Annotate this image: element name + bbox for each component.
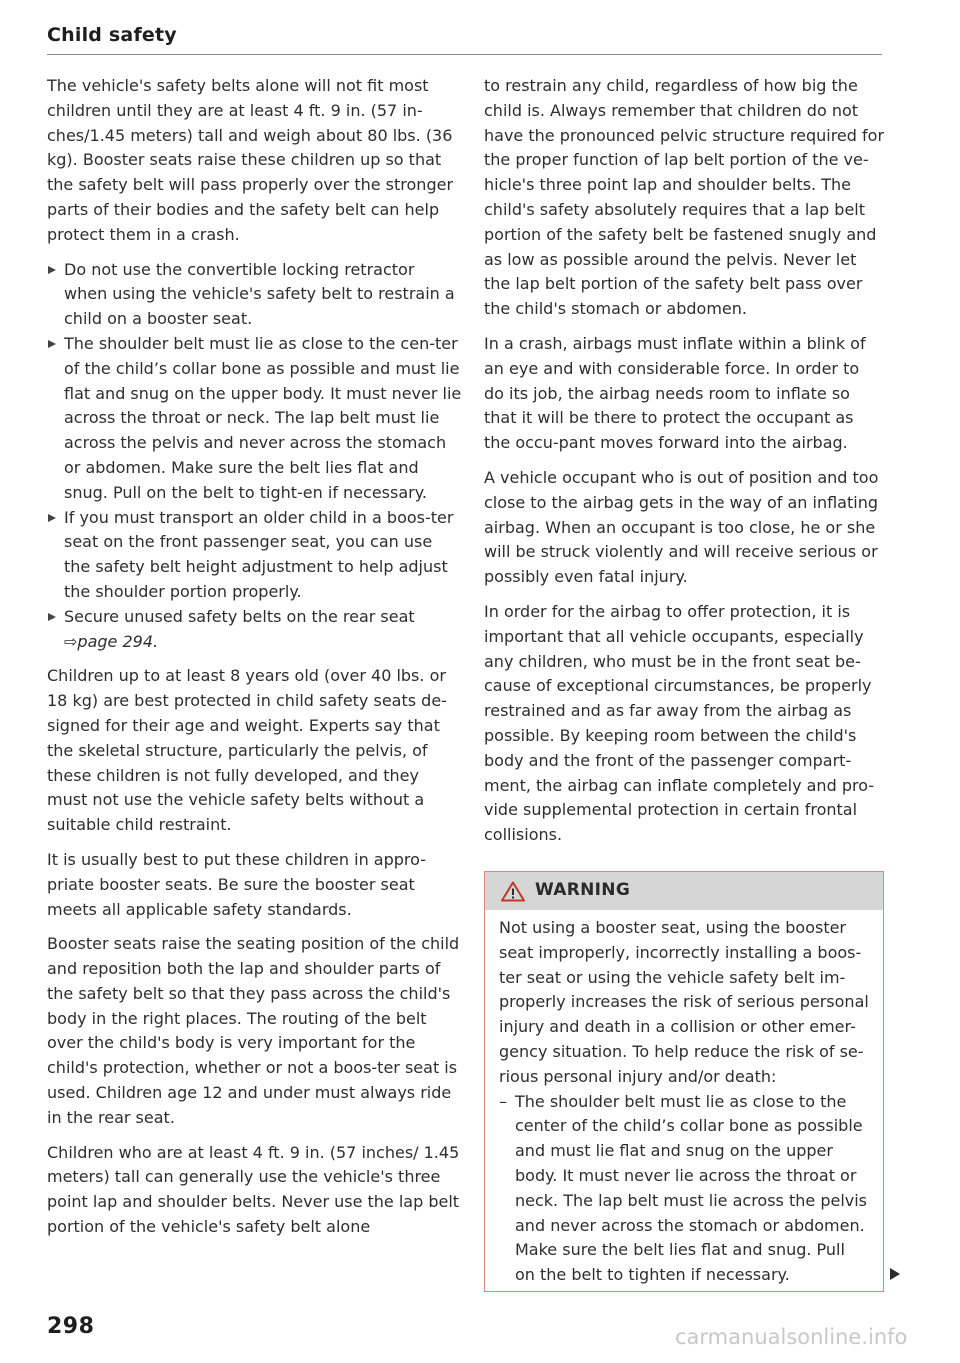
- bullet-text: If you must transport an older child in a boos-ter seat on the front passenger seat, you can use the safety belt height adjustment to help adjust the shoulder portion properly.: [64, 507, 454, 601]
- warning-intro: Not using a booster seat, using the booster seat improperly, incorrectly installing a boos-ter seat or using the vehicle safety belt im-properly increases the risk of serious personal injury and death in a collision or other emer-gency situation. To help reduce the risk of se-rious personal injury and/or death:: [499, 918, 869, 1086]
- warning-box: [484, 871, 884, 1292]
- bullet-triangle-icon: [48, 266, 56, 274]
- bullet-triangle-icon: [48, 340, 56, 348]
- warning-triangle-icon: [501, 881, 525, 902]
- bullet-item: [47, 605, 462, 655]
- left-column: [47, 74, 462, 1250]
- paragraph: The vehicle's safety belts alone will not fit most children until they are at least 4 ft. 9 in. (57 in-ches/1.45 meters) tall and weigh about 80 lbs. (36 kg). Booster seats raise these children up so that the safety belt will pass properly over the stronger parts of their bodies and the safety belt can help protect them in a crash.: [47, 76, 454, 244]
- continue-arrow-icon: [890, 1268, 900, 1280]
- bullet-item: [47, 506, 462, 605]
- bullet-text: Secure unused safety belts on the rear seat: [64, 606, 415, 626]
- bullet-triangle-icon: [48, 514, 56, 522]
- bullet-item: [47, 332, 462, 506]
- bullet-item: [47, 258, 462, 332]
- warning-list: [499, 1090, 869, 1288]
- paragraph: to restrain any child, regardless of how big the child is. Always remember that children do not have the pronounced pelvic structure required for the proper function of lap belt portion of the ve-hicle's three point lap and shoulder belts. The child's safety absolutely requires that a lap belt portion of the safety belt be fastened snugly and as low as possible around the pelvis. Never let the lap belt portion of the safety belt pass over the child's stomach or abdomen.: [484, 76, 885, 319]
- paragraph: It is usually best to put these children in appro-priate booster seats. Be sure the booster seat meets all applicable safety standards.: [47, 849, 426, 919]
- warning-body: [485, 910, 883, 1288]
- bullet-triangle-icon: [48, 613, 56, 621]
- page-reference-text: page 294.: [77, 631, 159, 651]
- watermark: carmanualsonline.info: [675, 1325, 908, 1349]
- bullet-list: [47, 258, 462, 655]
- paragraph: In a crash, airbags must inflate within a blink of an eye and with considerable force. In order to do its job, the airbag needs room to inflate so that it will be there to protect the occupant as the occu-pant moves forward into the airbag.: [484, 333, 866, 453]
- paragraph: Children who are at least 4 ft. 9 in. (57 inches/ 1.45 meters) tall can generally use the vehicle's three point lap and shoulder belts. Never use the lap belt portion of the vehicle's safety belt alone: [47, 1142, 460, 1237]
- page-reference-link[interactable]: [64, 632, 158, 651]
- section-title: Child safety: [47, 24, 177, 46]
- paragraph: In order for the airbag to offer protection, it is important that all vehicle occupants, especially any children, who must be in the front seat be-cause of exceptional circumstances, be properly restrained and as far away from the airbag as possible. By keeping room between the child's body and the front of the passenger compart-ment, the airbag can inflate completely and pro-vide supplemental protection in certain frontal collisions.: [484, 601, 875, 845]
- warning-header: [485, 872, 883, 910]
- arrow-right-icon: ⇨: [64, 631, 78, 651]
- section-header: [47, 24, 882, 55]
- dash-marker: –: [499, 1091, 507, 1111]
- paragraph: A vehicle occupant who is out of position and too close to the airbag gets in the way of an inflating airbag. When an occupant is too close, he or she will be struck violently and will receive serious or possibly even fatal injury.: [484, 467, 879, 587]
- warning-item-text: The shoulder belt must lie as close to the center of the child’s collar bone as possible and must lie flat and snug on the upper body. It must never lie across the throat or neck. The lap belt must lie across the pelvis and never across the stomach or abdomen. Make sure the belt lies flat and snug. Pull on the belt to tighten if necessary.: [515, 1091, 868, 1285]
- paragraph: Children up to at least 8 years old (over 40 lbs. or 18 kg) are best protected in child safety seats de-signed for their age and weight. Experts say that the skeletal structure, particularly the pelvis, of these children is not fully developed, and they must not use the vehicle safety belts without a suitable child restraint.: [47, 666, 447, 835]
- bullet-text: The shoulder belt must lie as close to the cen-ter of the child’s collar bone as possible and must lie flat and snug on the upper body. It must never lie across the throat or neck. The lap belt must lie across the pelvis and never across the stomach or abdomen. Make sure the belt lies flat and snug. Pull on the belt to tight-en if necessary.: [64, 333, 462, 502]
- page-number: 298: [47, 1314, 95, 1339]
- right-column: [484, 74, 884, 858]
- bullet-text: Do not use the convertible locking retractor when using the vehicle's safety belt to restrain a child on a booster seat.: [64, 259, 455, 329]
- paragraph: Booster seats raise the seating position of the child and reposition both the lap and shoulder parts of the safety belt so that they pass across the child's body in the right places. The routing of the belt over the child's body is very important for the child's protection, whether or not a boos-ter seat is used. Children age 12 and under must always ride in the rear seat.: [47, 934, 460, 1127]
- warning-title: WARNING: [535, 880, 631, 900]
- warning-list-item: [499, 1090, 869, 1288]
